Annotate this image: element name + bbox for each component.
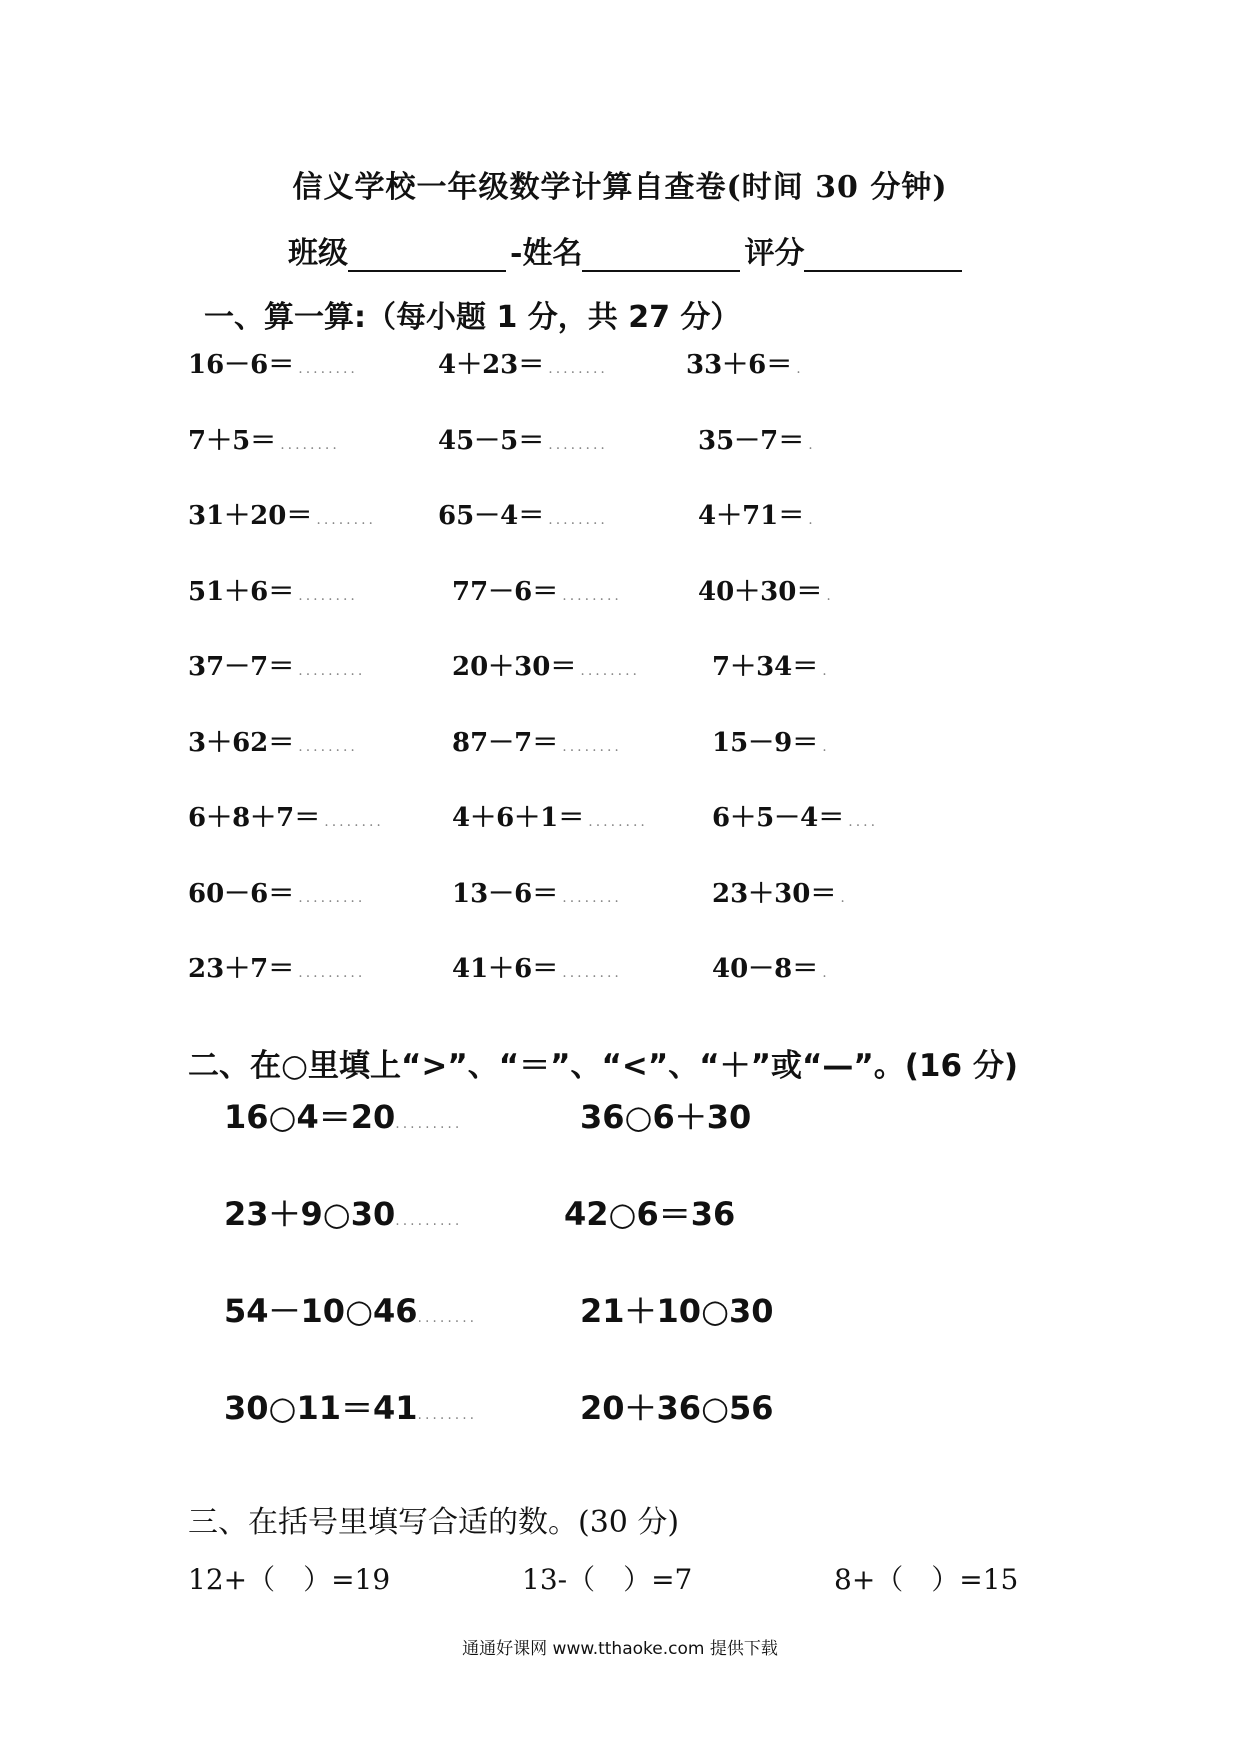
problem-item[interactable]: 6＋8＋7＝ ........ [188,803,384,833]
problem-item[interactable]: 65－4＝ ........ [438,501,608,531]
problem-item[interactable]: 40－8＝ . [712,954,830,984]
compare-row [224,1189,1024,1286]
problem-row [188,495,1088,571]
problem-item[interactable]: 40＋30＝ . [698,576,834,607]
problem-item[interactable]: 35－7＝ . [698,425,816,456]
compare-item[interactable]: 54－10○46........ [224,1292,478,1330]
problem-row [188,344,1088,420]
section3-heading: 三、在括号里填写合适的数。(30 分) [188,1505,680,1540]
compare-item[interactable]: 20＋36○56 [580,1389,774,1427]
problem-row [188,646,1088,722]
compare-item[interactable]: 42○6＝36 [564,1195,736,1233]
footer-credit: 通通好课网 www.tthaoke.com 提供下载 [462,1639,778,1659]
compare-row [224,1092,1024,1189]
problem-item[interactable]: 4＋71＝ . [698,501,816,531]
problem-item[interactable]: 15－9＝ . [712,727,830,758]
problem-row [188,420,1088,496]
student-info-row [288,228,966,272]
compare-row [224,1286,1024,1383]
problem-item[interactable]: 7＋5＝ ........ [188,425,340,456]
problem-item[interactable]: 51＋6＝ ........ [188,576,358,607]
problem-item[interactable]: 31＋20＝ ........ [188,501,376,531]
compare-row [224,1383,1024,1480]
problem-item[interactable]: 60－6＝ ......... [188,878,366,909]
problem-item[interactable]: 33＋6＝ . [686,350,804,380]
class-blank[interactable] [348,238,506,272]
name-blank[interactable] [582,238,740,272]
fill-item[interactable]: 12+（ ）=19 [188,1563,391,1596]
name-label: -姓名 [510,236,583,271]
class-label: 班级 [288,236,348,271]
problem-item[interactable]: 37－7＝ ......... [188,652,366,682]
problem-row [188,722,1088,798]
problem-item[interactable]: 4＋6＋1＝ ........ [452,803,648,833]
problem-item[interactable]: 4＋23＝ ........ [438,350,608,380]
problem-item[interactable]: 13－6＝ ........ [452,878,622,909]
compare-item[interactable]: 16○4＝20......... [224,1098,463,1136]
compare-item[interactable]: 36○6＋30 [580,1098,752,1136]
problem-row [188,948,1088,1024]
section2-heading: 二、在○里填上“>”、“＝”、“<”、“＋”或“—”。(16 分) [188,1048,1019,1084]
fill-item[interactable]: 13-（ ）=7 [522,1563,693,1596]
compare-item[interactable]: 30○11＝41........ [224,1389,478,1427]
problem-item[interactable]: 16－6＝ ........ [188,350,358,380]
score-label: 评分 [744,236,805,271]
page-title: 信义学校一年级数学计算自查卷(时间 30 分钟) [292,170,948,205]
problem-row [188,571,1088,647]
problem-row [188,873,1088,949]
problem-item[interactable]: 45－5＝ ........ [438,425,608,456]
compare-item[interactable]: 21＋10○30 [580,1292,774,1330]
problem-item[interactable]: 87－7＝ ........ [452,727,622,758]
problem-item[interactable]: 20＋30＝ ........ [452,652,640,682]
problem-item[interactable]: 77－6＝ ........ [452,576,622,607]
problem-row [188,797,1088,873]
section1-heading: 一、算一算:（每小题 1 分，共 27 分） [204,300,741,335]
score-blank[interactable] [804,238,962,272]
problem-item[interactable]: 3＋62＝ ........ [188,727,358,758]
problem-item[interactable]: 23＋30＝ . [712,878,848,909]
problem-item[interactable]: 6＋5－4＝ .... [712,803,879,833]
section2-problems [224,1092,1024,1480]
compare-item[interactable]: 23＋9○30......... [224,1195,463,1233]
fill-item[interactable]: 8+（ ）=15 [834,1563,1019,1596]
section1-problems [188,344,1088,1024]
problem-item[interactable]: 7＋34＝ . [712,652,830,682]
problem-item[interactable]: 23＋7＝ ......... [188,954,366,984]
problem-item[interactable]: 41＋6＝ ........ [452,954,622,984]
